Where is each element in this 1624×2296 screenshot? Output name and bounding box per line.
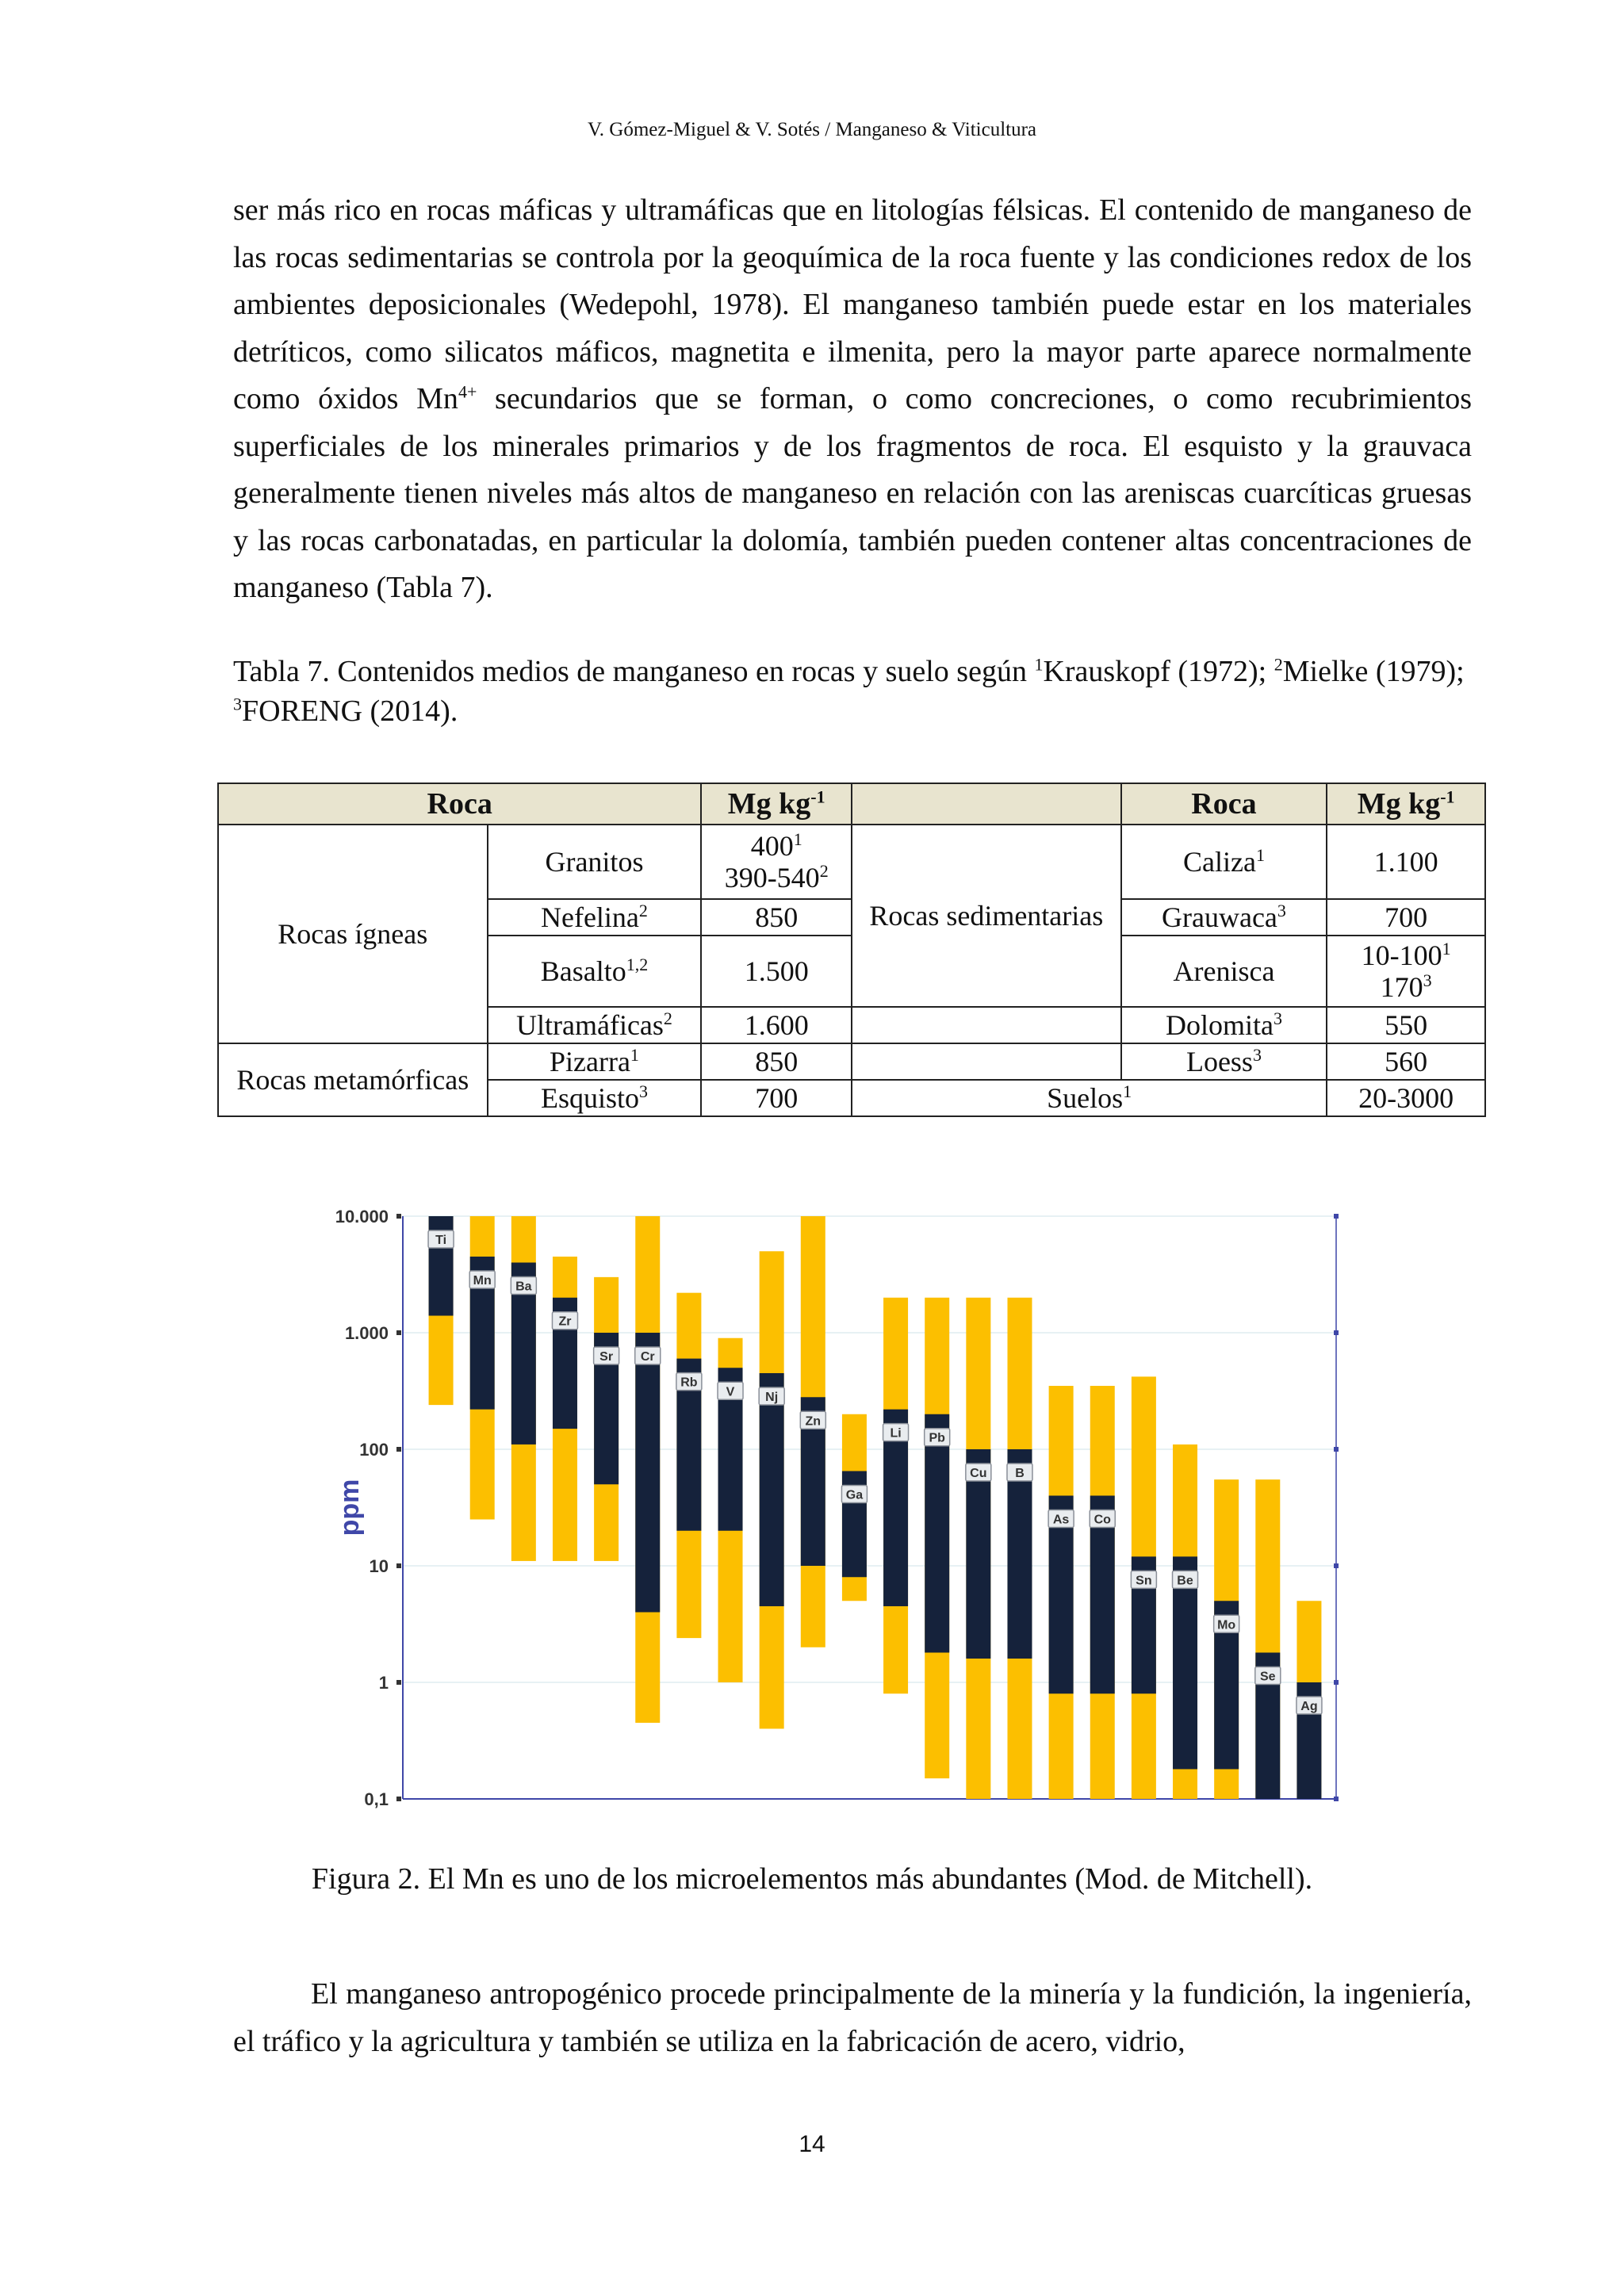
figure-caption: Figura 2. El Mn es uno de los microelementos más abundantes (Mod. de Mitchell). <box>311 1862 1313 1896</box>
paragraph-2: El manganeso antropogénico procede principalmente de la minería y la fundición, la ingeniería, el tráfico y la agricultura y también se utiliza en la fabricación de acero, vidrio, <box>233 1977 1472 2058</box>
cell-basalto-value: 1.500 <box>701 936 852 1007</box>
element-label-ti: Ti <box>435 1234 447 1247</box>
element-label-zr: Zr <box>558 1314 572 1329</box>
y-tick-label: 100 <box>359 1440 389 1460</box>
cell-arenisca: Arenisca <box>1121 936 1327 1007</box>
element-label-be: Be <box>1177 1574 1193 1588</box>
header-roca-right: Roca <box>1121 783 1327 825</box>
table-row <box>218 825 1485 899</box>
tick-mark <box>396 1330 401 1335</box>
header-mg-right: Mg $kg^{-1}$ <box>1327 783 1485 825</box>
cell-loess-value: 560 <box>1327 1043 1485 1080</box>
element-label-ag: Ag <box>1300 1700 1318 1713</box>
tick-mark <box>396 1797 401 1801</box>
page-number: 14 <box>799 2131 825 2157</box>
cell-nefelina: Nefelina$^2$ <box>488 899 702 936</box>
tick-mark <box>396 1214 401 1219</box>
y-tick-label: 1 <box>378 1673 389 1693</box>
element-label-cu: Cu <box>970 1467 987 1480</box>
cell-arenisca-value: $10-100^1$ $170^3$ <box>1327 936 1485 1007</box>
cell-suelos: Suelos$^1$ <box>852 1080 1327 1116</box>
y-tick-label: 1.000 <box>344 1323 389 1343</box>
cell-suelos-value: 20-3000 <box>1327 1080 1485 1116</box>
cell-rocas-igneas: Rocas ígneas <box>218 825 488 1043</box>
element-label-co: Co <box>1094 1513 1111 1527</box>
element-label-zn: Zn <box>805 1414 822 1429</box>
table-caption: Tabla 7. Contenidos medios de manganeso en rocas y suelo según $^1$Krauskopf (1972); $^2$Mielke (1979); $^3$FORENG (2014). <box>233 654 1465 728</box>
cell-granitos: Granitos <box>488 825 702 899</box>
element-label-li: Li <box>890 1426 902 1441</box>
element-label-rb: Rb <box>680 1376 698 1390</box>
cell-blank <box>852 1043 1121 1080</box>
element-label-pb: Pb <box>929 1431 945 1445</box>
cell-ultramaficas: Ultramáficas$^2$ <box>488 1007 702 1043</box>
cell-rocas-metamorficas: Rocas metamórficas <box>218 1043 488 1116</box>
cell-blank <box>852 1007 1121 1043</box>
y-tick-label: 10.000 <box>335 1207 389 1226</box>
core-bar-cr <box>635 1333 660 1612</box>
tick-mark <box>396 1563 401 1568</box>
cell-ultramaficas-value: 1.600 <box>701 1007 852 1043</box>
cell-esquisto: Esquisto$^3$ <box>488 1080 702 1116</box>
y-axis-label: ppm <box>335 1479 365 1536</box>
header-blank <box>852 783 1121 825</box>
paragraph-1: ser más rico en rocas máficas y ultramáficas que en litologías félsicas. El contenido de manganeso de las rocas sedimentarias se controla por la geoquímica de la roca fuente y las condiciones redox de los ambientes deposicionales (Wedepohl, 1978). El manganeso también puede estar en los materiales detríticos, como silicatos máficos, magnetita e ilmenita, pero la mayor parte aparece normalmente como óxidos $Mn^{4+}$ secundarios que se forman, o como concreciones, o como recubrimientos superficiales de los minerales primarios y de los fragmentos de roca. El esquisto y la grauvaca generalmente tienen niveles más altos de manganeso en relación con las areniscas cuarcíticas gruesas y las rocas carbonatadas, en particular la dolomía, también pueden contener altas concentraciones de manganeso (Tabla 7). <box>233 193 1472 604</box>
cell-rocas-sedimentarias: Rocas sedimentarias <box>852 825 1121 1007</box>
y-tick-label: 0,1 <box>364 1789 389 1809</box>
cell-dolomita-value: 550 <box>1327 1007 1485 1043</box>
element-label-as: As <box>1052 1513 1070 1527</box>
core-bar-nj <box>760 1373 784 1606</box>
element-label-ba: Ba <box>515 1280 532 1294</box>
core-bar-pb <box>925 1414 949 1653</box>
cell-basalto: Basalto$^{1,2}$ <box>488 936 702 1007</box>
element-label-sr: Sr <box>599 1350 614 1364</box>
element-label-se: Se <box>1260 1670 1276 1684</box>
cell-pizarra-value: 850 <box>701 1043 852 1080</box>
cell-caliza: Caliza$^1$ <box>1121 825 1327 899</box>
element-label-v: V <box>726 1385 735 1399</box>
tick-mark <box>396 1680 401 1685</box>
element-abundance-chart <box>301 1193 1348 1820</box>
cell-caliza-value: 1.100 <box>1327 825 1485 899</box>
element-label-ga: Ga <box>845 1488 864 1502</box>
element-label-mn: Mn <box>473 1273 492 1288</box>
y-tick-label: 10 <box>369 1556 389 1576</box>
element-label-nj: Nj <box>765 1390 779 1404</box>
table-header-row <box>218 783 1485 825</box>
element-label-mo: Mo <box>1217 1618 1236 1632</box>
cell-dolomita: Dolomita$^3$ <box>1121 1007 1327 1043</box>
cell-grauwaca-value: 700 <box>1327 899 1485 936</box>
running-header: V. Gómez-Miguel & V. Sotés / Manganeso & Viticultura <box>587 119 1037 140</box>
header-roca-left: Roca <box>218 783 701 825</box>
header-mg-left: Mg $kg^{-1}$ <box>701 783 852 825</box>
cell-pizarra: Pizarra$^1$ <box>488 1043 702 1080</box>
table-7 <box>217 783 1486 1117</box>
cell-loess: Loess$^3$ <box>1121 1043 1327 1080</box>
tick-mark <box>396 1447 401 1452</box>
cell-grauwaca: Grauwaca$^3$ <box>1121 899 1327 936</box>
table-row <box>218 1043 1485 1080</box>
element-label-b: B <box>1015 1467 1025 1480</box>
cell-nefelina-value: 850 <box>701 899 852 936</box>
cell-esquisto-value: 700 <box>701 1080 852 1116</box>
element-label-sn: Sn <box>1136 1574 1152 1588</box>
element-label-cr: Cr <box>640 1350 655 1364</box>
cell-granitos-value: $400^1$ $390-540^2$ <box>701 825 852 899</box>
